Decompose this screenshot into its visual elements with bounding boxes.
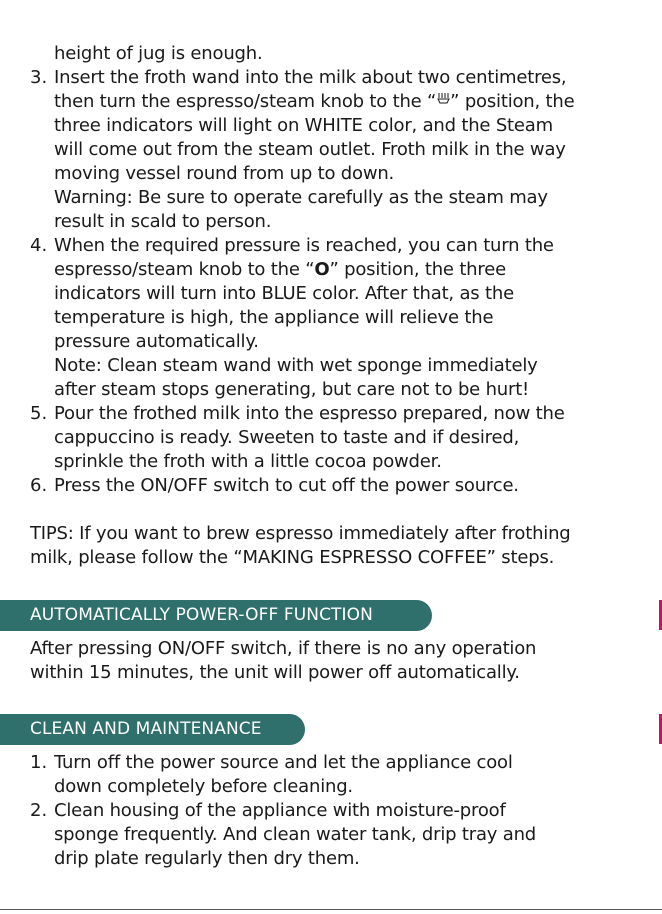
step-4-note: Note: Clean steam wand with wet sponge immediately <box>54 355 538 376</box>
tips-line: milk, please follow the “MAKING ESPRESSO COFFEE” steps. <box>30 547 555 568</box>
step-3-text: ” position, the <box>450 91 575 112</box>
clean-step-1-line: down completely before cleaning. <box>54 776 353 797</box>
clean-step-2-line: Clean housing of the appliance with moisture-proof <box>54 800 506 821</box>
off-position-symbol: O <box>314 259 330 280</box>
step-4-text: espresso/steam knob to the “ <box>54 259 315 280</box>
step-3-text: then turn the espresso/steam knob to the “ <box>54 91 437 112</box>
step-5-line: sprinkle the froth with a little cocoa powder. <box>54 451 442 472</box>
step-6-number: 6. <box>30 475 48 496</box>
step-4-number: 4. <box>30 235 48 256</box>
clean-step-2-line: drip plate regularly then dry them. <box>54 848 360 869</box>
step-3-warning: result in scald to person. <box>54 211 272 232</box>
clean-step-2-number: 2. <box>30 800 48 821</box>
clean-step-1-number: 1. <box>30 752 48 773</box>
step-3-warning: Warning: Be sure to operate carefully as the steam may <box>54 187 548 208</box>
step-4-line: pressure automatically. <box>54 331 259 352</box>
step-4-text: ” position, the three <box>329 259 506 280</box>
step-4-line: indicators will turn into BLUE color. After that, as the <box>54 283 514 304</box>
step-5-line: cappuccino is ready. Sweeten to taste and if desired, <box>54 427 520 448</box>
step-3-line <box>54 90 575 114</box>
steam-icon <box>436 92 450 104</box>
tips-line: TIPS: If you want to brew espresso immediately after frothing <box>30 523 571 544</box>
step-3-number: 3. <box>30 67 48 88</box>
step-3-line: will come out from the steam outlet. Froth milk in the way <box>54 139 566 160</box>
step-4-line: When the required pressure is reached, you can turn the <box>54 235 554 256</box>
step-5-line: Pour the frothed milk into the espresso prepared, now the <box>54 403 565 424</box>
auto-off-text: within 15 minutes, the unit will power off automatically. <box>30 662 520 683</box>
step-2-continuation: height of jug is enough. <box>54 43 263 64</box>
step-4-note: after steam stops generating, but care not to be hurt! <box>54 379 530 400</box>
auto-off-heading: AUTOMATICALLY POWER-OFF FUNCTION <box>0 600 432 631</box>
step-6-line: Press the ON/OFF switch to cut off the power source. <box>54 475 519 496</box>
step-3-line: moving vessel round from up to down. <box>54 163 395 184</box>
step-3-line: Insert the froth wand into the milk about two centimetres, <box>54 67 567 88</box>
clean-heading: CLEAN AND MAINTENANCE <box>0 714 305 745</box>
clean-step-2-line: sponge frequently. And clean water tank, drip tray and <box>54 824 537 845</box>
footer-divider <box>0 909 662 910</box>
step-5-number: 5. <box>30 403 48 424</box>
clean-step-1-line: Turn off the power source and let the appliance cool <box>54 752 513 773</box>
step-4-line <box>54 258 506 282</box>
auto-off-text: After pressing ON/OFF switch, if there is no any operation <box>30 638 537 659</box>
step-4-line: temperature is high, the appliance will relieve the <box>54 307 494 328</box>
step-3-line: three indicators will light on WHITE color, and the Steam <box>54 115 553 136</box>
